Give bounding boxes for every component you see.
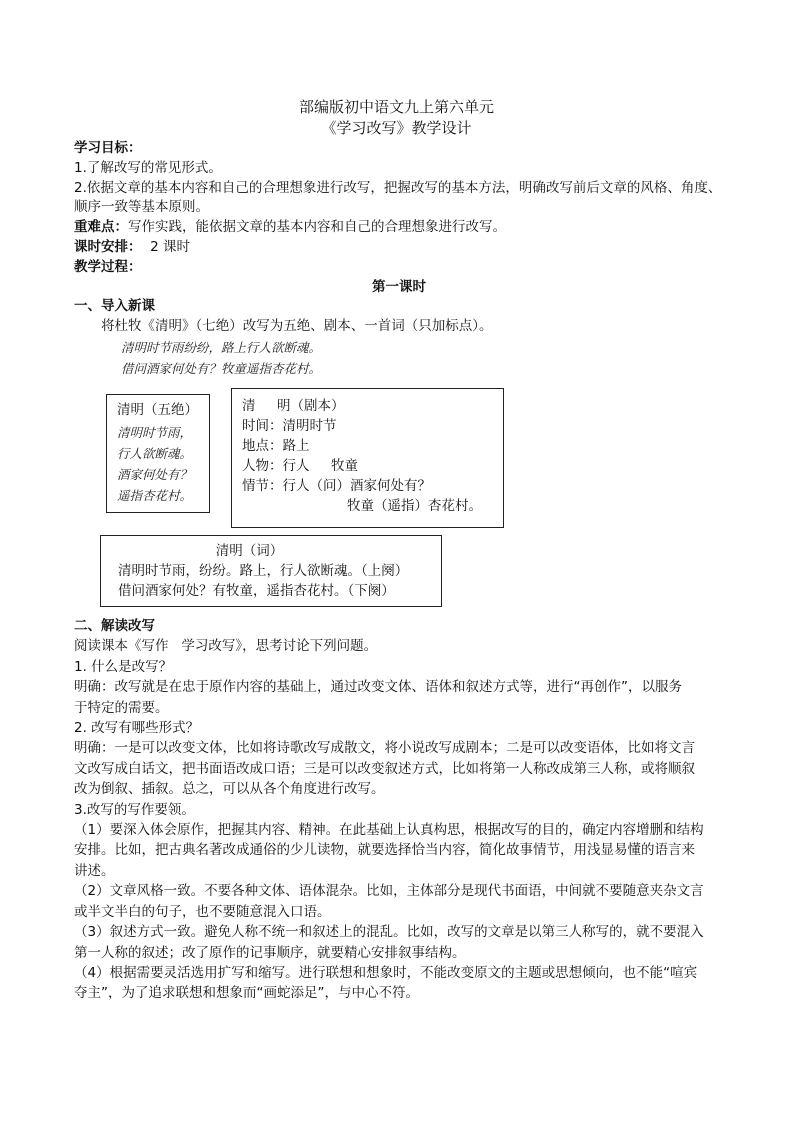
script-plot-1: 情节：行人（问）酒家何处有？: [242, 478, 431, 494]
script-plot-2: 牧童（遥指）杏花村。: [347, 498, 482, 514]
section-2: [74, 616, 724, 1004]
script-box: [231, 388, 504, 528]
wujue-box: [106, 394, 210, 513]
process-label: 教学过程：: [74, 258, 142, 275]
hours-label: 课时安排：: [74, 238, 142, 255]
ci-heading: 清明（词）: [215, 543, 284, 559]
answer-2a: 明确：一是可以改变文体，比如将诗歌改写成散文，将小说改写成剧本；二是可以改变语体，比如将文言: [74, 740, 695, 757]
objective-2b: 顺序一致等基本原则。: [74, 199, 209, 216]
wujue-line-3: 酒家何处有？: [117, 467, 193, 482]
point-2b: 或半文半白的句子，也不要随意混入口语。: [74, 903, 331, 920]
document-title-line1: 部编版初中语文九上第六单元: [298, 98, 494, 116]
lesson-1-heading: 第一课时: [372, 278, 426, 295]
key-label: 重难点：: [74, 219, 128, 236]
script-time: 时间：清明时节: [242, 418, 337, 434]
point-4a: （4）根据需要灵活选用扩写和缩写。进行联想和想象时，不能改变原文的主题或思想倾向，也不能“喧宾: [74, 964, 698, 981]
section-2-heading: 二、解读改写: [74, 618, 155, 634]
objective-1: 1.了解改写的常见形式。: [74, 159, 222, 176]
question-1: 1. 什么是改写？: [74, 658, 173, 675]
question-3: 3.改写的写作要领。: [74, 801, 195, 818]
point-3b: 第一人称的叙述；改了原作的记事顺序，就要精心安排叙事结构。: [74, 944, 466, 961]
wujue-line-2: 行人欲断魂。: [117, 446, 193, 461]
wujue-line-1: 清明时节雨，: [117, 425, 193, 440]
poem-line-1: 清明时节雨纷纷，路上行人欲断魂。: [121, 339, 322, 355]
point-1a: （1）要深入体会原作，把握其内容、精神。在此基础上认真构思，根据改写的目的，确定内容增删和结构: [74, 822, 704, 839]
objective-2a: 2.依据文章的基本内容和自己的合理想象进行改写，把握改写的基本方法，明确改写前后文章的风格、角度、: [74, 179, 722, 196]
wujue-heading: 清明（五绝）: [117, 402, 198, 418]
point-4b: 夺主”，为了追求联想和想象而“画蛇添足”，与中心不符。: [74, 985, 419, 1002]
poem-line-2: 借问酒家何处有？牧童遥指杏花村。: [121, 360, 322, 376]
wujue-line-4: 遥指杏花村。: [117, 488, 193, 503]
script-place: 地点：路上: [242, 438, 310, 454]
point-1c: 讲述。: [74, 862, 115, 879]
header-section: [74, 139, 724, 379]
point-1b: 安排。比如，把古典名著改成通俗的少儿读物，就要选择恰当内容，简化故事情节，用浅显易懂的语言来: [74, 842, 695, 859]
script-people: 人物：行人 牧童: [242, 458, 358, 474]
point-2a: （2）文章风格一致。不要各种文体、语体混杂。比如，主体部分是现代书面语，中间就不要随意夹杂文言: [74, 883, 704, 900]
ci-line-1: 清明时节雨，纷纷。路上，行人欲断魂。（上阕）: [118, 563, 409, 579]
intro-text: 将杜牧《清明》（七绝）改写为五绝、剧本、一首词（只加标点）。: [101, 318, 493, 335]
hours: [74, 238, 724, 258]
ci-box: [100, 535, 442, 607]
hours-text: 2 课时: [141, 238, 190, 255]
key-points: [74, 218, 724, 238]
section-1-heading: 一、导入新课: [74, 298, 155, 315]
script-heading: 清 明（剧本）: [242, 398, 345, 414]
answer-2b: 文改写成白话文，把书面语改成口语；三是可以改变叙述方式，比如将第一人称改成第三人称，或将顺叙: [74, 760, 695, 777]
question-2: 2. 改写有哪些形式？: [74, 720, 200, 737]
answer-1a: 明确：改写就是在忠于原作内容的基础上，通过改变文体、语体和叙述方式等，进行“再创作”，以服务: [74, 679, 682, 696]
answer-1b: 于特定的需要。: [74, 699, 169, 716]
objectives-label: 学习目标：: [74, 140, 142, 156]
read-task: 阅读课本《写作 学习改写》，思考讨论下列问题。: [74, 638, 378, 655]
ci-line-2: 借问酒家何处？有牧童，遥指杏花村。（下阕）: [118, 583, 395, 599]
point-3a: （3）叙述方式一致。避免人称不统一和叙述上的混乱。比如，改写的文章是以第三人称写的，就不要混入: [74, 924, 704, 941]
document-title-line2: 《学习改写》教学设计: [321, 119, 472, 137]
key-text: 写作实践，能依据文章的基本内容和自己的合理想象进行改写。: [128, 219, 506, 236]
answer-2c: 改为倒叙、插叙。总之，可以从各个角度进行改写。: [74, 781, 385, 798]
